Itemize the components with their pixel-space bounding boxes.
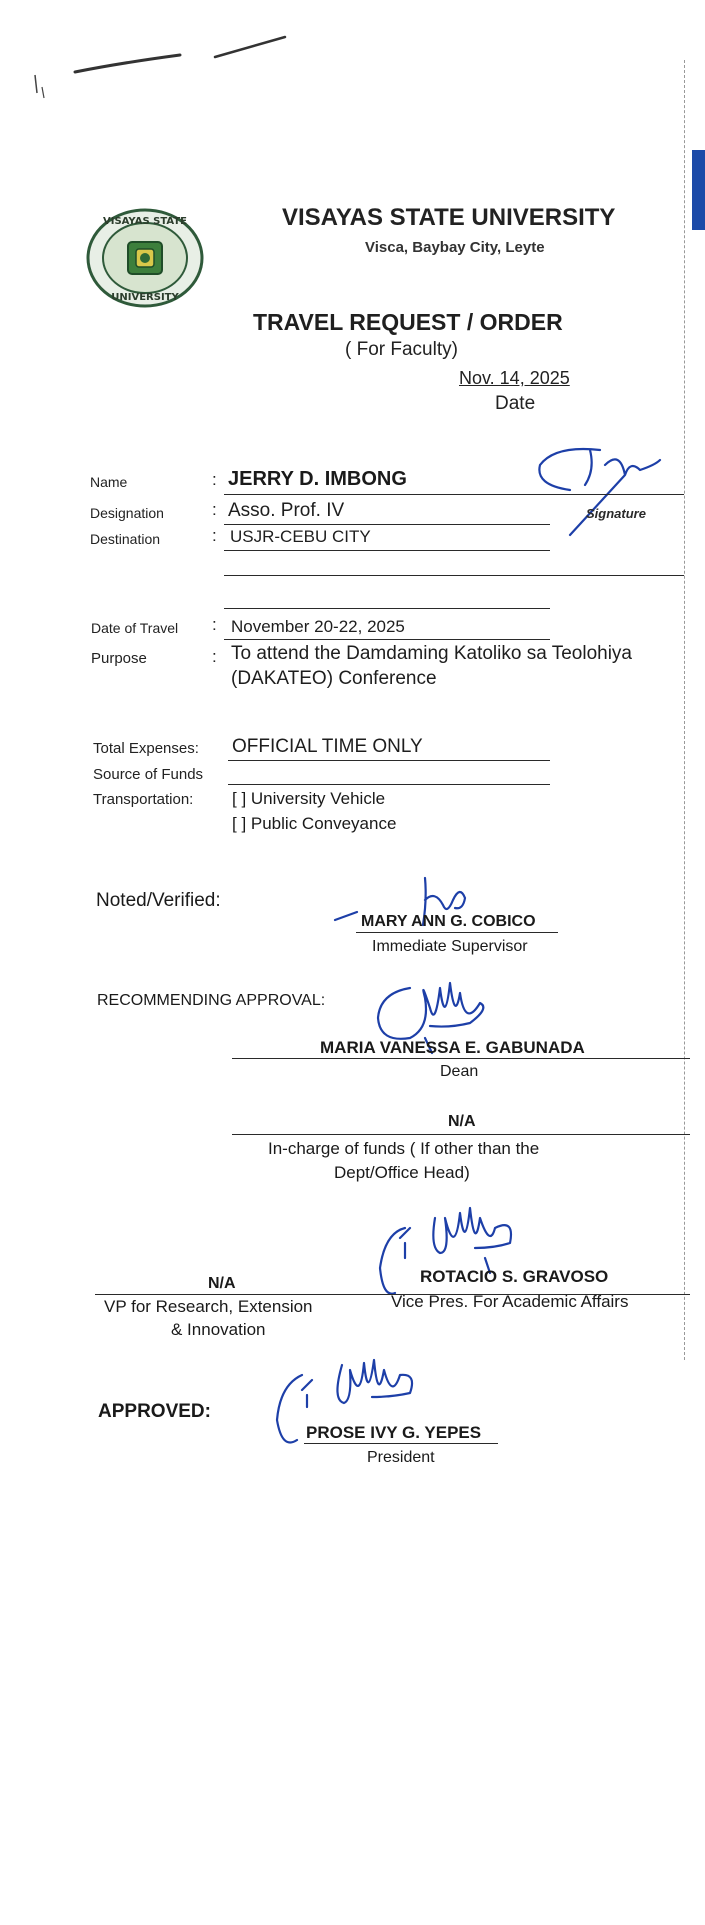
transport-option-university-vehicle[interactable]: [ ] University Vehicle	[232, 789, 386, 808]
vp-academic-name: ROTACIO S. GRAVOSO	[420, 1267, 609, 1286]
source-of-funds-underline	[228, 784, 550, 785]
dean-title: Dean	[440, 1063, 479, 1080]
name-underline	[224, 494, 684, 495]
recommending-approval-label: RECOMMENDING APPROVAL:	[97, 992, 326, 1009]
designation-colon: :	[212, 500, 217, 519]
vp-research-name: N/A	[208, 1275, 236, 1292]
purpose-value-line2: (DAKATEO) Conference	[231, 668, 437, 689]
noted-verified-label: Noted/Verified:	[96, 890, 221, 911]
supervisor-name: MARY ANN G. COBICO	[361, 913, 536, 930]
date-of-travel-underline	[224, 639, 550, 640]
president-title: President	[367, 1449, 435, 1466]
university-seal	[86, 208, 204, 308]
purpose-colon: :	[212, 647, 217, 666]
date-value: Nov. 14, 2025	[459, 368, 570, 388]
president-underline	[304, 1443, 498, 1444]
total-expenses-label: Total Expenses:	[93, 740, 199, 757]
university-address: Visca, Baybay City, Leyte	[365, 239, 545, 256]
funds-incharge-name: N/A	[448, 1113, 476, 1130]
seal-text-bottom: UNIVERSITY	[111, 292, 179, 303]
designation-value: Asso. Prof. IV	[228, 500, 345, 521]
source-of-funds-label: Source of Funds	[93, 766, 204, 783]
adjacent-page-border	[684, 60, 685, 1360]
destination-underline-3	[224, 608, 550, 609]
supervisor-title: Immediate Supervisor	[372, 938, 528, 955]
funds-incharge-title-line2: Dept/Office Head)	[334, 1163, 470, 1182]
applicant-signature	[530, 440, 670, 540]
funds-incharge-underline	[232, 1134, 690, 1135]
designation-underline	[224, 524, 550, 525]
approved-label: APPROVED:	[98, 1401, 211, 1422]
signature-label: Signature	[586, 506, 646, 521]
adjacent-page-fragment	[692, 150, 705, 230]
destination-underline-2	[224, 575, 684, 576]
total-expenses-value: OFFICIAL TIME ONLY	[232, 736, 423, 757]
total-expenses-underline	[228, 760, 550, 761]
name-value: JERRY D. IMBONG	[228, 468, 407, 490]
vp-research-title-line1: VP for Research, Extension	[104, 1297, 313, 1316]
purpose-label: Purpose	[91, 650, 147, 667]
supervisor-underline	[356, 932, 558, 933]
seal-text-top: VISAYAS STATE	[102, 216, 188, 227]
destination-colon: :	[212, 526, 217, 545]
dean-underline	[232, 1058, 690, 1059]
vp-academic-title: Vice Pres. For Academic Affairs	[391, 1292, 629, 1311]
funds-incharge-title-line1: In-charge of funds ( If other than the	[268, 1139, 540, 1158]
vp-research-title-line2: & Innovation	[171, 1320, 266, 1339]
name-colon: :	[212, 470, 217, 489]
destination-value: USJR-CEBU CITY	[230, 527, 371, 546]
dean-name: MARIA VANESSA E. GABUNADA	[320, 1038, 585, 1057]
form-title: TRAVEL REQUEST / ORDER	[253, 309, 563, 335]
university-name: VISAYAS STATE UNIVERSITY	[282, 204, 616, 231]
date-of-travel-value: November 20-22, 2025	[231, 617, 405, 636]
date-label: Date	[495, 393, 536, 414]
stray-pen-marks	[20, 25, 300, 105]
purpose-value-line1: To attend the Damdaming Katoliko sa Teolohiya	[231, 643, 633, 664]
transportation-label: Transportation:	[93, 791, 194, 808]
form-subtitle: ( For Faculty)	[345, 339, 458, 360]
name-label: Name	[90, 474, 128, 490]
date-of-travel-label: Date of Travel	[91, 620, 179, 636]
transport-option-public-conveyance[interactable]: [ ] Public Conveyance	[232, 814, 397, 833]
destination-underline-1	[224, 550, 550, 551]
designation-label: Designation	[90, 505, 164, 521]
president-name: PROSE IVY G. YEPES	[306, 1423, 482, 1442]
date-of-travel-colon: :	[212, 615, 217, 634]
destination-label: Destination	[90, 531, 161, 547]
